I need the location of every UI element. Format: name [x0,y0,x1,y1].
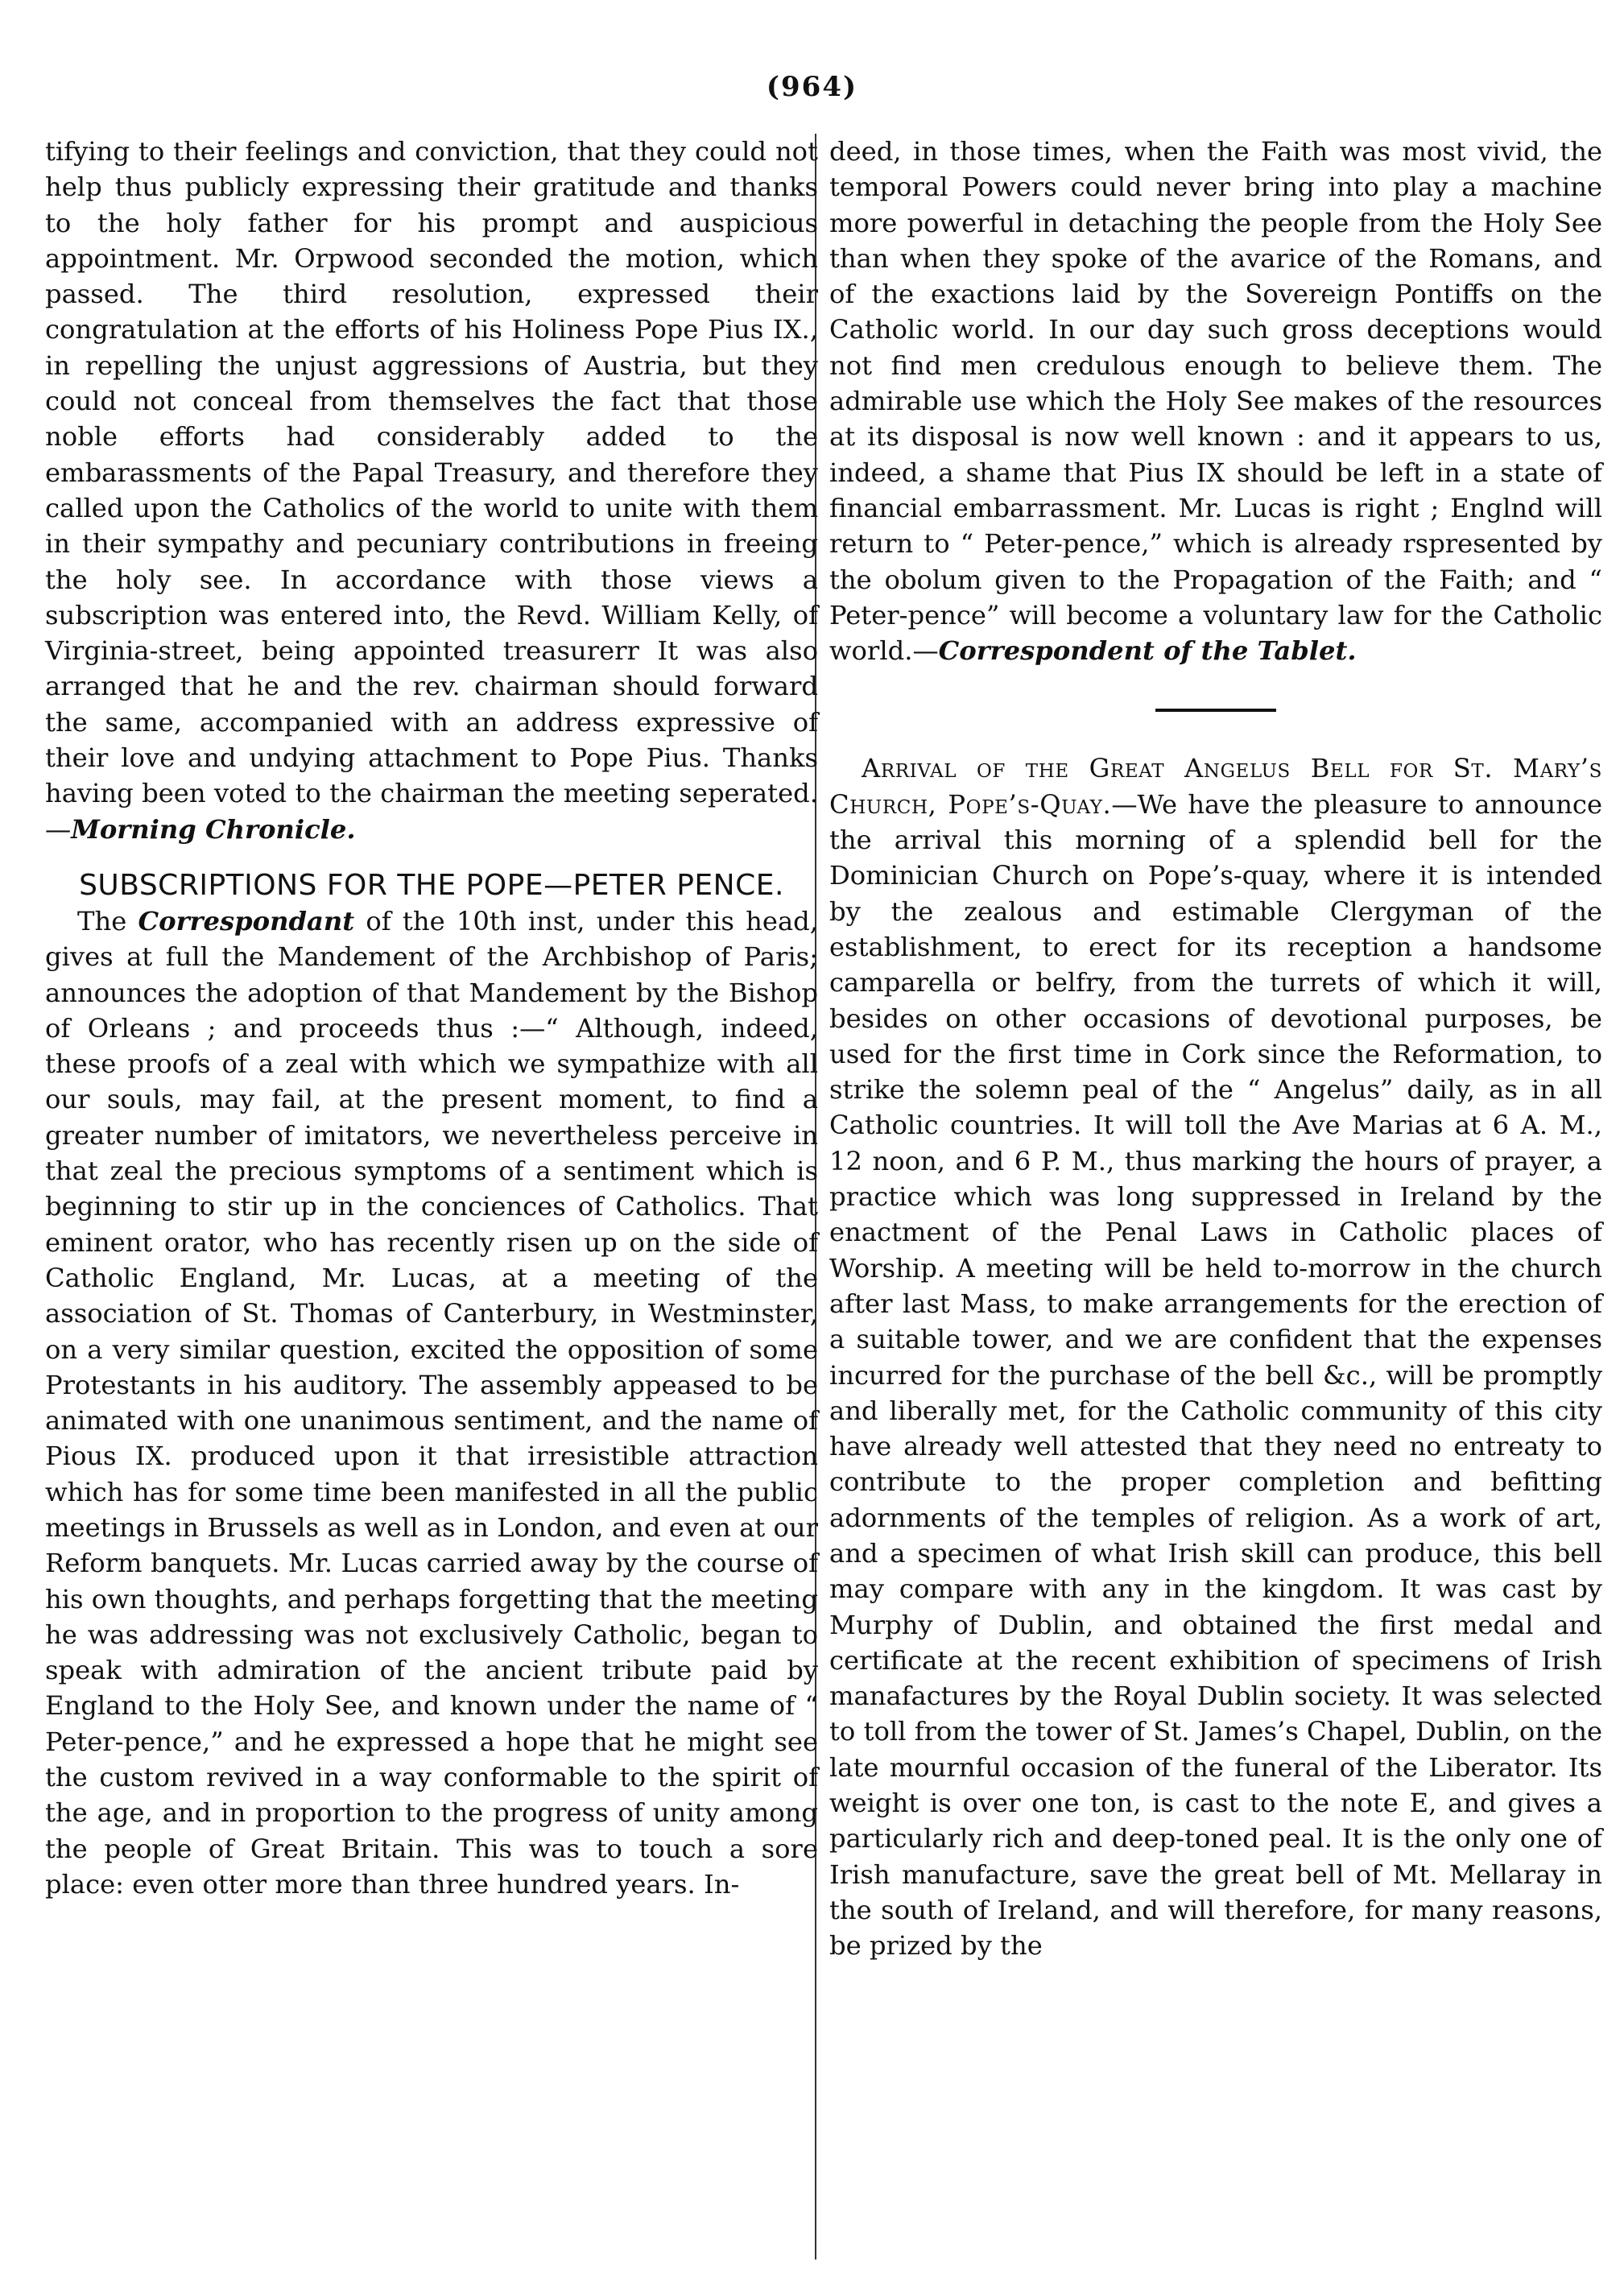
article-body-text: of the 10th inst, under this head, gives at full the Mandement of the Archbishop of Paris; announces the adoption of that Mandement by the Bishop of Orleans ; and proceeds thus :—“ Although, indeed, these proofs of a zeal with which we sympathize with all our souls, may fail, at the present moment, to find a greater number of imitators, we nevertheless perceive in that zeal the precious symptoms of a sentiment which is beginning to stir up in the conciences of Catholics. That eminent orator, who has recently risen up on the side of Catholic England, Mr. Lucas, at a meeting of the association of St. Thomas of Canterbury, in Westminster, on a very similar question, excited the opposition of some Protestants in his auditory. The assembly appeased to be animated with one unanimous sentiment, and the name of Pious IX. produced upon it that irresistible attraction which has for some time been manifested in all the public meetings in Brussels as well as in London, and even at our Reform banquets. Mr. Lucas carried away by the course of his own thoughts, and perhaps forgetting that the meeting he was addressing was not exclusively Catholic, began to speak with admiration of the ancient tribute paid by England to the Holy See, and known under the name of “ Peter-pence,” and he expressed a hope that he might see the custom revived in a way conformable to the spirit of the age, and in proportion to the progress of unity among the people of Great Britain. This was to touch a sore place: even otter more than three hundred years. In- [45,905,818,1900]
article-heading: SUBSCRIPTIONS FOR THE POPE—PETER PENCE. [79,868,784,902]
article-source: Morning Chronicle. [71,813,356,845]
bell-article [829,750,1602,1963]
article-source-right: Correspondent of the Tablet. [938,635,1357,667]
right-column [829,134,1602,1964]
article-body-italic: Correspondant [138,905,355,936]
section-rule [1155,709,1276,712]
article-continuation-right-text: deed, in those times, when the Faith was most vivid, the temporal Powers could never bring into play a machine more powerful in detaching the people from the Holy See than when they spoke of the avarice of the Romans, and of the exactions laid by the Sovereign Pontiffs on the Catholic world. In our day such gross deceptions would not find men credulous enough to believe them. The admirable use which the Holy See makes of the resources at its disposal is now well known : and it appears to us, indeed, a shame that Pius IX should be left in a state of financial embarrassment. Mr. Lucas is right ; Englnd will return to “ Peter-pence,” which is already rspresented by the obolum given to the Propagation of the Faith; and “ Peter-pence” will become a voluntary law for the Catholic world.— [829,136,1602,667]
article-continuation-text: tifying to their feelings and conviction, that they could not help thus publicly expressing their gratitude and thanks to the holy father for his prompt and auspicious appointment. Mr. Orpwood seconded the motion, which passed. The third resolution, expressed their congratulation at the efforts of his Holiness Pope Pius IX., in repelling the unjust aggressions of Austria, but they could not conceal from themselves the fact that those noble efforts had considerably added to the embarassments of the Papal Treasury, and therefore they called upon the Catholics of the world to unite with them in their sympathy and pecuniary contributions in freeing the holy see. In accordance with those views a subscription was entered into, the Revd. William Kelly, of Virginia-street, being appointed treasurerr It was also arranged that he and the rev. chairman should forward the same, accompanied with an address expressive of their love and undying attachment to Pope Pius. Thanks having been voted to the chairman the meeting seperated.— [45,136,818,845]
article-body-lead: The [77,905,138,936]
article-continuation-right [829,134,1602,668]
article-continuation [45,134,818,847]
article-body [45,903,818,1902]
bell-article-head: Arrival of the Great Angelus Bell for St. Mary’s Church, Pope’s-Quay. [829,753,1602,820]
bell-article-text: —We have the pleasure to announce the arrival this morning of a splendid bell for the Dominician Church on Pope’s-quay, where it is intended by the zealous and estimable Clergyman of the establishment, to erect for its reception a handsome camparella or belfry, from the turrets of which it will, besides on other occasions of devotional purposes, be used for the first time in Cork since the Reformation, to strike the solemn peal of the “ Angelus” daily, as in all Catholic countries. It will toll the Ave Marias at 6 A. M., 12 noon, and 6 P. M., thus marking the hours of prayer, a practice which was long suppressed in Ireland by the enactment of the Penal Laws in Catholic places of Worship. A meeting will be held to-morrow in the church after last Mass, to make arrangements for the erection of a suitable tower, and we are confident that the expenses incurred for the purchase of the bell &c., will be promptly and liberally met, for the Catholic community of this city have already well attested that they need no entreaty to contribute to the proper completion and befitting adornments of the temples of religion. As a work of art, and a specimen of what Irish skill can produce, this bell may compare with any in the kingdom. It was cast by Murphy of Dublin, and obtained the first medal and certificate at the recent exhibition of specimens of Irish manafactures by the Royal Dublin society. It was selected to toll from the tower of St. James’s Chapel, Dublin, on the late mournful occasion of the funeral of the Liberator. Its weight is over one ton, is cast to the note E, and gives a particularly rich and deep-toned peal. It is the only one of Irish manufacture, save the great bell of Mt. Mellaray in the south of Ireland, and will therefore, for many reasons, be prized by the [829,788,1602,1962]
page-number: (964) [766,71,858,103]
left-column [45,134,818,1902]
